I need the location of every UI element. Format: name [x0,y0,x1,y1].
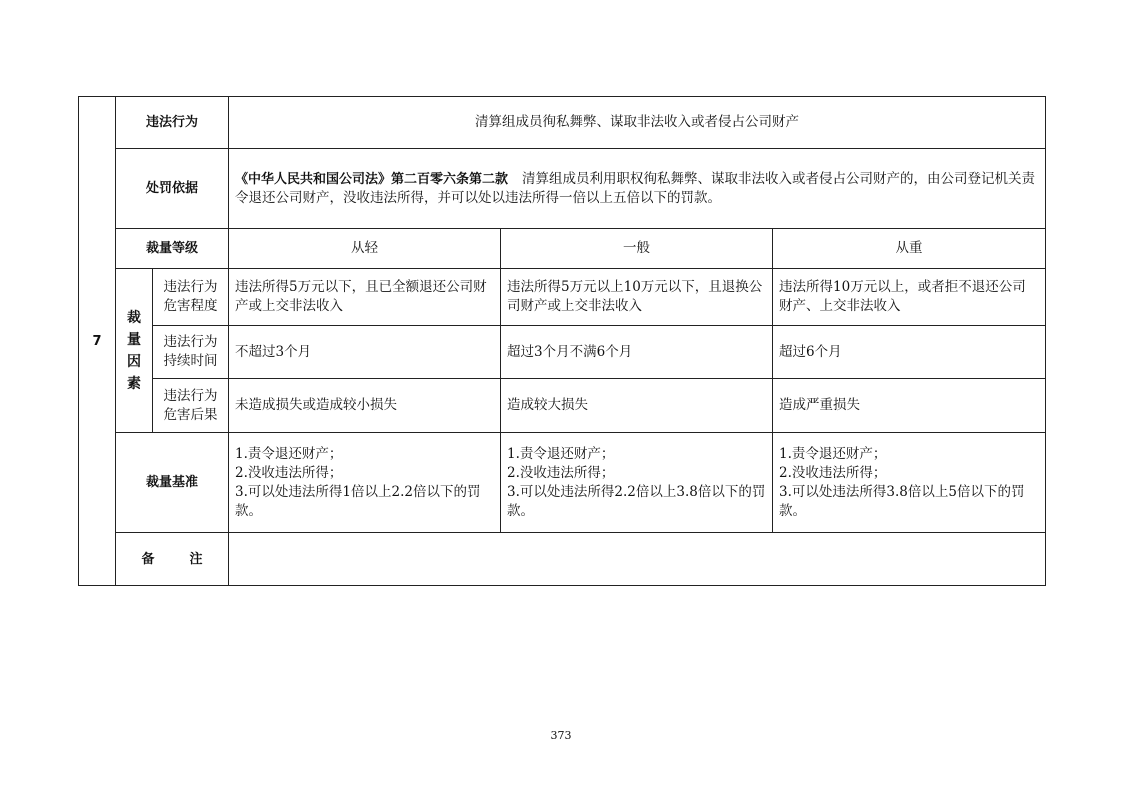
factors-label [116,269,153,433]
violation-value: 清算组成员徇私舞弊、谋取非法收入或者侵占公司财产 [229,97,1046,149]
violation-label: 违法行为 [116,97,229,149]
standard-line: 1.责令退还财产； [779,445,887,462]
standard-line: 3.可以处违法所得2.2倍以上3.8倍以下的罚款。 [507,483,766,519]
factor-row [79,269,1046,326]
factors-label-char: 量 [127,331,141,348]
basis-row [79,149,1046,229]
row-number: 7 [79,97,116,586]
page-number: 373 [550,729,572,742]
factor-label-line: 持续时间 [163,353,218,369]
penalty-discretion-table [78,96,1046,586]
factor-row [79,326,1046,379]
standard-line: 1.责令退还财产； [507,445,615,462]
factors-label-char: 因 [127,353,141,370]
remarks-label-char: 注 [189,551,203,567]
factor-label-duration [153,326,229,379]
level-heavy: 从重 [773,229,1046,269]
basis-text: 清算组成员利用职权徇私舞弊、谋取非法收入或者侵占公司财产的，由公司登记机关责令退还公司财产，没收违法所得，并可以处以违法所得一倍以上五倍以下的罚款。 [235,170,1036,206]
factor-row [79,379,1046,433]
factor-cell-normal: 超过3个月不满6个月 [501,326,773,379]
factor-label-consequence [153,379,229,433]
factor-cell-light: 不超过3个月 [229,326,501,379]
standard-normal [501,433,773,533]
factor-cell-light: 未造成损失或造成较小损失 [229,379,501,433]
factor-cell-normal: 违法所得5万元以上10万元以下，且退换公司财产或上交非法收入 [501,269,773,326]
basis-content [229,149,1046,229]
basis-law-title: 《中华人民共和国公司法》第二百零六条第二款 [235,171,509,187]
levels-label: 裁量等级 [116,229,229,269]
standard-heavy [773,433,1046,533]
remarks-row [79,533,1046,586]
level-normal: 一般 [501,229,773,269]
factor-label-line: 违法行为 [163,279,218,295]
factor-label-line: 违法行为 [163,334,218,350]
standard-line: 3.可以处违法所得1倍以上2.2倍以下的罚款。 [235,483,481,519]
factor-cell-heavy: 造成严重损失 [773,379,1046,433]
factor-label-line: 危害后果 [163,406,218,423]
levels-row [79,229,1046,269]
factors-label-char: 素 [127,375,141,392]
remarks-label-char: 备 [141,551,155,567]
standard-label: 裁量基准 [116,433,229,533]
standard-line: 2.没收违法所得； [779,464,887,481]
standard-light [229,433,501,533]
basis-label: 处罚依据 [116,149,229,229]
level-light: 从轻 [229,229,501,269]
factors-label-char: 裁 [127,309,141,326]
factor-cell-heavy: 超过6个月 [773,326,1046,379]
remarks-value [229,533,1046,586]
standard-line: 2.没收违法所得； [235,464,343,481]
violation-row [79,97,1046,149]
factor-label-line: 违法行为 [163,387,218,404]
standard-line: 1.责令退还财产； [235,445,343,462]
factor-label-harm-degree [153,269,229,326]
factor-cell-normal: 造成较大损失 [501,379,773,433]
remarks-label [116,533,229,586]
factor-label-line: 危害程度 [163,298,218,314]
standard-row [79,433,1046,533]
factor-cell-light: 违法所得5万元以下，且已全额退还公司财产或上交非法收入 [229,269,501,326]
standard-line: 3.可以处违法所得3.8倍以上5倍以下的罚款。 [779,483,1025,519]
standard-line: 2.没收违法所得； [507,464,615,481]
factor-cell-heavy: 违法所得10万元以上，或者拒不退还公司财产、上交非法收入 [773,269,1046,326]
